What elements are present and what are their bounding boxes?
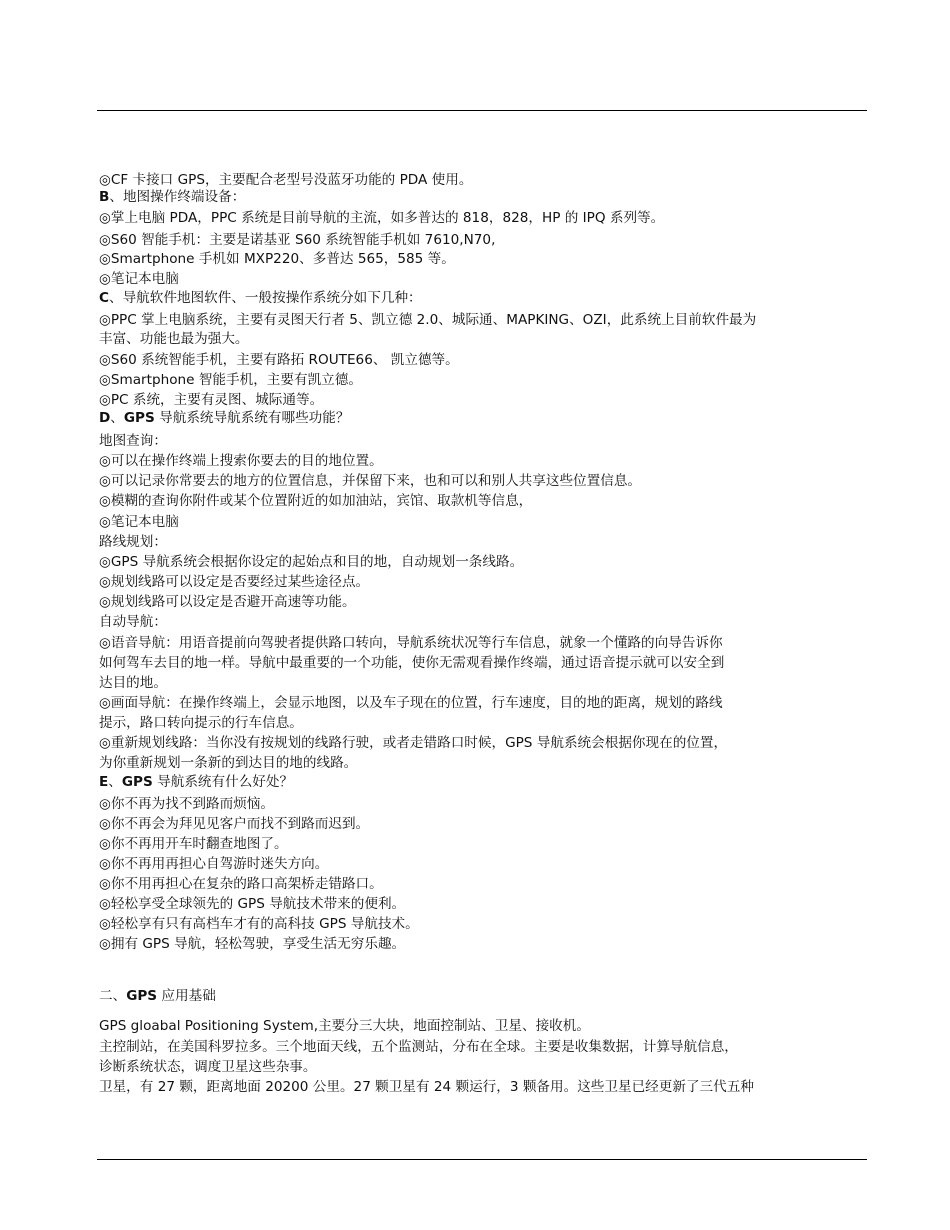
text-line: ◎S60 智能手机：主要是诺基亚 S60 系统智能手机如 7610,N70, xyxy=(99,232,496,248)
text-line: ◎你不再用开车时翻查地图了。 xyxy=(99,836,288,852)
text-line: ◎Smartphone 手机如 MXP220、多普达 565，585 等。 xyxy=(99,251,455,267)
text-line: 如何驾车去目的地一样。导航中最重要的一个功能，使你无需观看操作终端，通过语音提示就可以安全到 xyxy=(99,655,725,671)
text-line: ◎你不再为找不到路而烦恼。 xyxy=(99,796,274,812)
text-line: 诊断系统状态，调度卫星这些杂事。 xyxy=(99,1059,317,1075)
text-line: ◎拥有 GPS 导航，轻松驾驶，享受生活无穷乐趣。 xyxy=(99,936,406,952)
subheading-c: C、导航软件地图软件、一般按操作系统分如下几种： xyxy=(99,290,422,306)
header-rule xyxy=(97,110,867,111)
text-line: ◎笔记本电脑 xyxy=(99,271,179,287)
text-line: ◎笔记本电脑 xyxy=(99,514,179,530)
text-line: 达目的地。 xyxy=(99,675,167,691)
text-line: ◎轻松享受全球领先的 GPS 导航技术带来的便利。 xyxy=(99,896,406,912)
text-line: ◎PC 系统，主要有灵图、城际通等。 xyxy=(99,392,324,408)
text-line: ◎你不再会为拜见见客户而找不到路而迟到。 xyxy=(99,816,370,832)
text-line: ◎模糊的查询你附件或某个位置附近的如加油站，宾馆、取款机等信息， xyxy=(99,493,533,509)
text-line: GPS gloabal Positioning System,主要分三大块，地面控制站、卫星、接收机。 xyxy=(99,1018,590,1034)
subheading-d: D、GPS 导航系统导航系统有哪些功能？ xyxy=(99,410,350,426)
subheading-e: E、GPS 导航系统有什么好处？ xyxy=(99,774,294,790)
text-line: 路线规划： xyxy=(99,534,167,550)
text-line: ◎画面导航：在操作终端上，会显示地图，以及车子现在的位置，行车速度，目的地的距离，规划的路线 xyxy=(99,695,723,711)
section-title: 二、GPS 应用基础 xyxy=(99,988,216,1004)
text-line: 自动导航： xyxy=(99,614,167,630)
text-line: ◎Smartphone 智能手机，主要有凯立德。 xyxy=(99,372,362,388)
text-line: ◎你不用再担心在复杂的路口高架桥走错路口。 xyxy=(99,876,383,892)
footer-rule xyxy=(97,1159,867,1160)
text-line: 主控制站，在美国科罗拉多。三个地面天线，五个监测站，分布在全球。主要是收集数据，计算导航信息， xyxy=(99,1039,738,1055)
text-line: 提示，路口转向提示的行车信息。 xyxy=(99,715,303,731)
text-line: ◎可以记录你常要去的地方的位置信息，并保留下来，也和可以和别人共享这些位置信息。 xyxy=(99,473,642,489)
text-line: ◎规划线路可以设定是否要经过某些途径点。 xyxy=(99,574,370,590)
text-line: ◎轻松享有只有高档车才有的高科技 GPS 导航技术。 xyxy=(99,916,419,932)
text-line: ◎PPC 掌上电脑系统，主要有灵图天行者 5、凯立德 2.0、城际通、MAPKING、OZI，此系统上目前软件最为 xyxy=(99,312,757,328)
text-line: 卫星，有 27 颗，距离地面 20200 公里。27 颗卫星有 24 颗运行，3 颗备用。这些卫星已经更新了三代五种 xyxy=(99,1079,754,1095)
text-line: 丰富、功能也最为强大。 xyxy=(99,331,249,347)
text-line: ◎掌上电脑 PDA，PPC 系统是目前导航的主流，如多普达的 818，828，HP 的 IPQ 系列等。 xyxy=(99,210,665,226)
text-line: ◎语音导航：用语音提前向驾驶者提供路口转向，导航系统状况等行车信息，就象一个懂路的向导告诉你 xyxy=(99,635,723,651)
text-line: ◎你不再用再担心自驾游时迷失方向。 xyxy=(99,856,329,872)
text-line: ◎GPS 导航系统会根据你设定的起始点和目的地，自动规划一条线路。 xyxy=(99,554,524,570)
text-line: 地图查询： xyxy=(99,433,167,449)
subheading-b: B、地图操作终端设备： xyxy=(99,189,246,205)
text-line: ◎S60 系统智能手机，主要有路拓 ROUTE66、 凯立德等。 xyxy=(99,352,459,368)
text-line: ◎规划线路可以设定是否避开高速等功能。 xyxy=(99,594,356,610)
text-line: 为你重新规划一条新的到达目的地的线路。 xyxy=(99,755,358,771)
text-line: ◎CF 卡接口 GPS，主要配合老型号没蓝牙功能的 PDA 使用。 xyxy=(99,172,473,188)
text-line: ◎重新规划线路：当你没有按规划的线路行驶，或者走错路口时候，GPS 导航系统会根据你现在的位置， xyxy=(99,735,728,751)
text-line: ◎可以在操作终端上搜索你要去的目的地位置。 xyxy=(99,453,383,469)
